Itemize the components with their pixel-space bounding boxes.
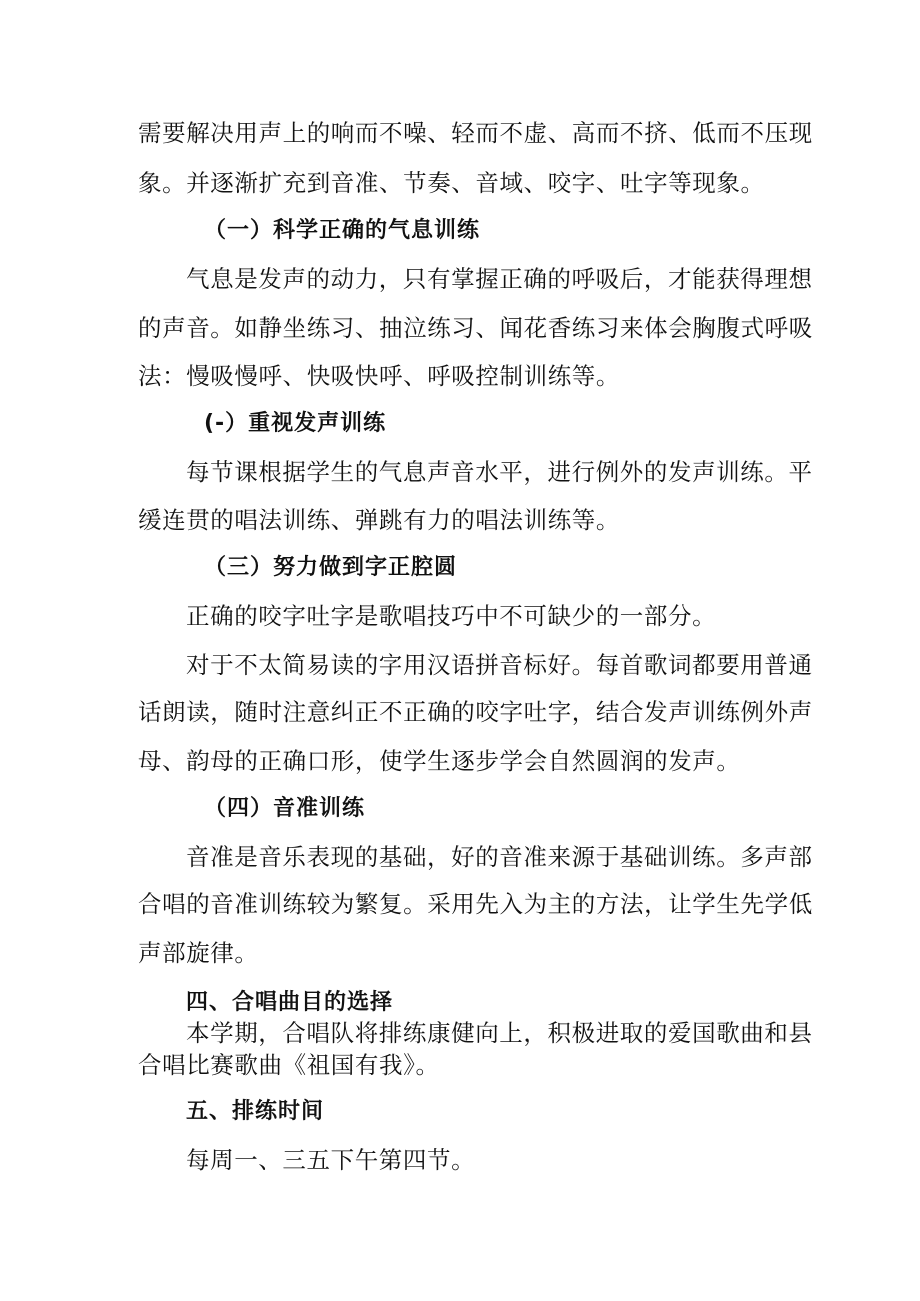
paragraph-line: 话朗读，随时注意纠正不正确的咬字吐字，结合发声训练例外声: [138, 698, 813, 726]
paragraph-line: 气息是发声的动力，只有掌握正确的呼吸后，才能获得理想: [186, 265, 813, 293]
paragraph-line: 合唱的音准训练较为繁复。采用先入为主的方法，让学生先学低: [138, 890, 813, 918]
section-heading: (-）重视发声训练: [204, 411, 387, 436]
paragraph-line: 音准是音乐表现的基础，好的音准来源于基础训练。多声部: [186, 843, 813, 871]
paragraph-line: 的声音。如静坐练习、抽泣练习、闻花香练习来体会胸腹式呼吸: [138, 314, 813, 342]
paragraph-line: 缓连贯的唱法训练、弹跳有力的唱法训练等。: [138, 506, 620, 534]
chapter-heading: 四、合唱曲目的选择: [186, 990, 394, 1015]
section-heading: （三）努力做到字正腔圆: [204, 555, 458, 580]
paragraph-line: 象。并逐渐扩充到音准、节奏、音域、咬字、吐字等现象。: [138, 169, 765, 197]
paragraph-line: 正确的咬字吐字是歌唱技巧中不可缺少的一部分。: [186, 602, 717, 630]
paragraph-line: 每节课根据学生的气息声音水平，进行例外的发声训练。平: [186, 458, 813, 486]
paragraph-line: 本学期，合唱队将排练康健向上，积极进取的爱国歌曲和县: [186, 1019, 813, 1047]
section-heading: （四）音准训练: [204, 796, 366, 821]
paragraph-line: 每周一、三五下午第四节。: [186, 1146, 476, 1174]
paragraph-line: 对于不太简易读的字用汉语拼音标好。每首歌词都要用普通: [186, 651, 813, 679]
paragraph-line: 声部旋律。: [138, 939, 259, 967]
paragraph-line: 法：慢吸慢呼、快吸快呼、呼吸控制训练等。: [138, 362, 620, 390]
chapter-heading: 五、排练时间: [186, 1099, 325, 1124]
section-heading: （一）科学正确的气息训练: [204, 218, 481, 243]
paragraph-line: 合唱比赛歌曲《祖国有我》。: [138, 1051, 440, 1079]
paragraph-line: 母、韵母的正确口形，使学生逐步学会自然圆润的发声。: [138, 747, 741, 775]
paragraph-line: 需要解决用声上的响而不噪、轻而不虚、高而不挤、低而不压现: [138, 119, 813, 147]
